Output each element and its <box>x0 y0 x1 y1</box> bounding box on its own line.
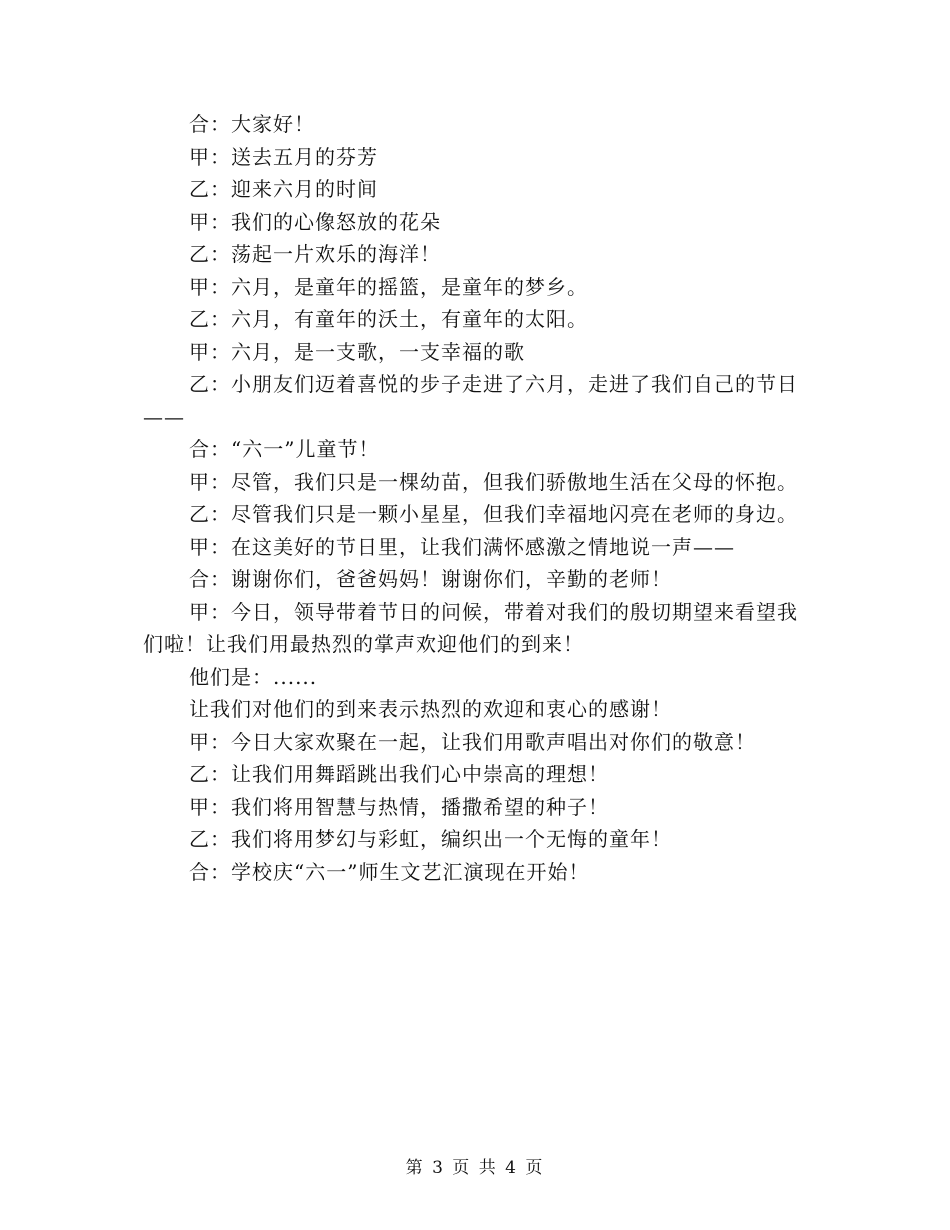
paragraph: 乙：小朋友们迈着喜悦的步子走进了六月，走进了我们自己的节日—— <box>143 372 798 429</box>
paragraph: 合：学校庆“六一”师生文艺汇演现在开始！ <box>189 859 590 884</box>
document-body <box>143 108 808 888</box>
paragraph: 乙：尽管我们只是一颗小星星，但我们幸福地闪亮在老师的身边。 <box>189 502 798 526</box>
paragraph: 甲：六月，是一支歌，一支幸福的歌 <box>189 339 525 364</box>
paragraph: 甲：今日大家欢聚在一起，让我们用歌声唱出对你们的敬意！ <box>189 729 756 754</box>
paragraph: 乙：六月，有童年的沃土，有童年的太阳。 <box>189 307 588 331</box>
paragraph: 乙：我们将用梦幻与彩虹，编织出一个无悔的童年！ <box>189 827 672 851</box>
page-footer <box>0 1153 950 1178</box>
paragraph: 合：谢谢你们，爸爸妈妈！谢谢你们，辛勤的老师！ <box>189 567 672 591</box>
paragraph: 甲：送去五月的芬芳 <box>189 144 378 169</box>
paragraph: 合：大家好！ <box>189 112 315 136</box>
paragraph: 甲：六月，是童年的摇篮，是童年的梦乡。 <box>189 274 588 299</box>
paragraph: 乙：让我们用舞蹈跳出我们心中崇高的理想！ <box>189 762 609 786</box>
paragraph: 让我们对他们的到来表示热烈的欢迎和衷心的感谢！ <box>189 697 672 721</box>
paragraph: 甲：尽管，我们只是一棵幼苗，但我们骄傲地生活在父母的怀抱。 <box>189 469 798 494</box>
paragraph: 乙：迎来六月的时间 <box>189 177 378 201</box>
paragraph: 合：“六一”儿童节！ <box>189 437 380 461</box>
paragraph: 乙：荡起一片欢乐的海洋！ <box>189 242 441 266</box>
paragraph: 他们是：...... <box>189 664 318 689</box>
paragraph: 甲：我们的心像怒放的花朵 <box>189 209 441 234</box>
paragraph: 甲：在这美好的节日里，让我们满怀感激之情地说一声—— <box>189 534 735 559</box>
paragraph: 甲：今日，领导带着节日的问候，带着对我们的殷切期望来看望我们啦！让我们用最热烈的掌声欢迎他们的到来！ <box>143 599 798 656</box>
paragraph: 甲：我们将用智慧与热情，播撒希望的种子！ <box>189 794 609 819</box>
page-number-label: 第 3 页 共 4 页 <box>405 1158 545 1178</box>
